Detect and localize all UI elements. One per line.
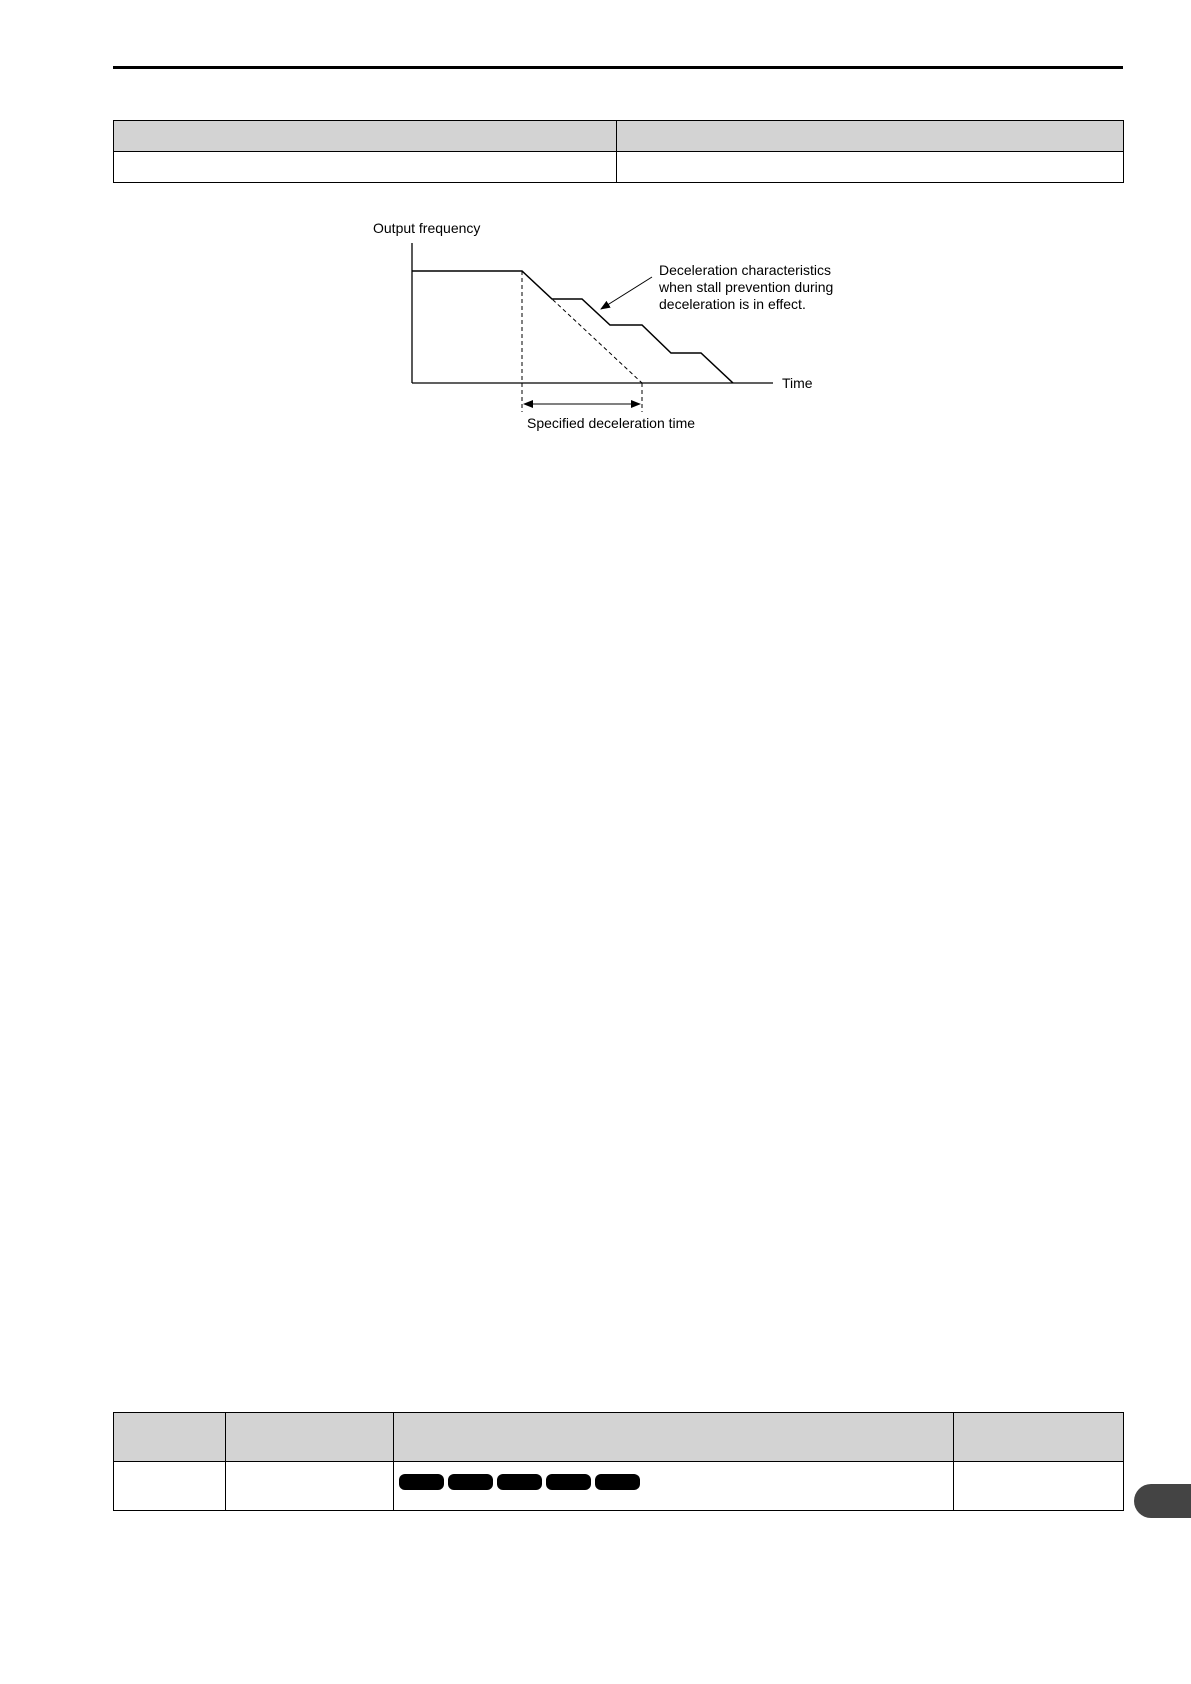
control-mode-badge: [497, 1474, 542, 1490]
parameter-table-cell-3: [394, 1462, 954, 1511]
top-table-header-cell-2: [617, 121, 1124, 152]
top-table-cell-2: [617, 152, 1124, 183]
control-mode-badge: [399, 1474, 444, 1490]
control-mode-badges: [394, 1462, 953, 1490]
top-table-cell-1: [114, 152, 617, 183]
specified-decel-line: [522, 271, 642, 383]
control-mode-badge: [595, 1474, 640, 1490]
parameter-table-header-row: [114, 1413, 1124, 1462]
parameter-table: [113, 1412, 1124, 1511]
chapter-tab: [1134, 1484, 1191, 1518]
parameter-table-header-cell-1: [114, 1413, 226, 1462]
parameter-table-header-cell-2: [226, 1413, 394, 1462]
top-table-row: [114, 152, 1124, 183]
top-table-header-cell-1: [114, 121, 617, 152]
parameter-table-cell-4: [954, 1462, 1124, 1511]
span-label: Specified deceleration time: [527, 415, 696, 431]
annotation-line-3: deceleration is in effect.: [659, 296, 806, 312]
annotation-line-2: when stall prevention during: [659, 279, 834, 295]
parameter-table-header-cell-4: [954, 1413, 1124, 1462]
deceleration-figure: [360, 210, 860, 440]
parameter-table-header-cell-3: [394, 1413, 954, 1462]
header-rule: [113, 66, 1123, 69]
annotation-arrow: [601, 277, 652, 309]
control-mode-badge: [546, 1474, 591, 1490]
y-axis-label: Output frequency: [373, 220, 481, 236]
parameter-table-row: [114, 1462, 1124, 1511]
parameter-table-cell-1: [114, 1462, 226, 1511]
annotation-line-1: Deceleration characteristics: [659, 262, 831, 278]
parameter-table-cell-2: [226, 1462, 394, 1511]
control-mode-badge: [448, 1474, 493, 1490]
top-table: [113, 120, 1124, 183]
top-table-header-row: [114, 121, 1124, 152]
x-axis-label: Time: [782, 375, 813, 391]
